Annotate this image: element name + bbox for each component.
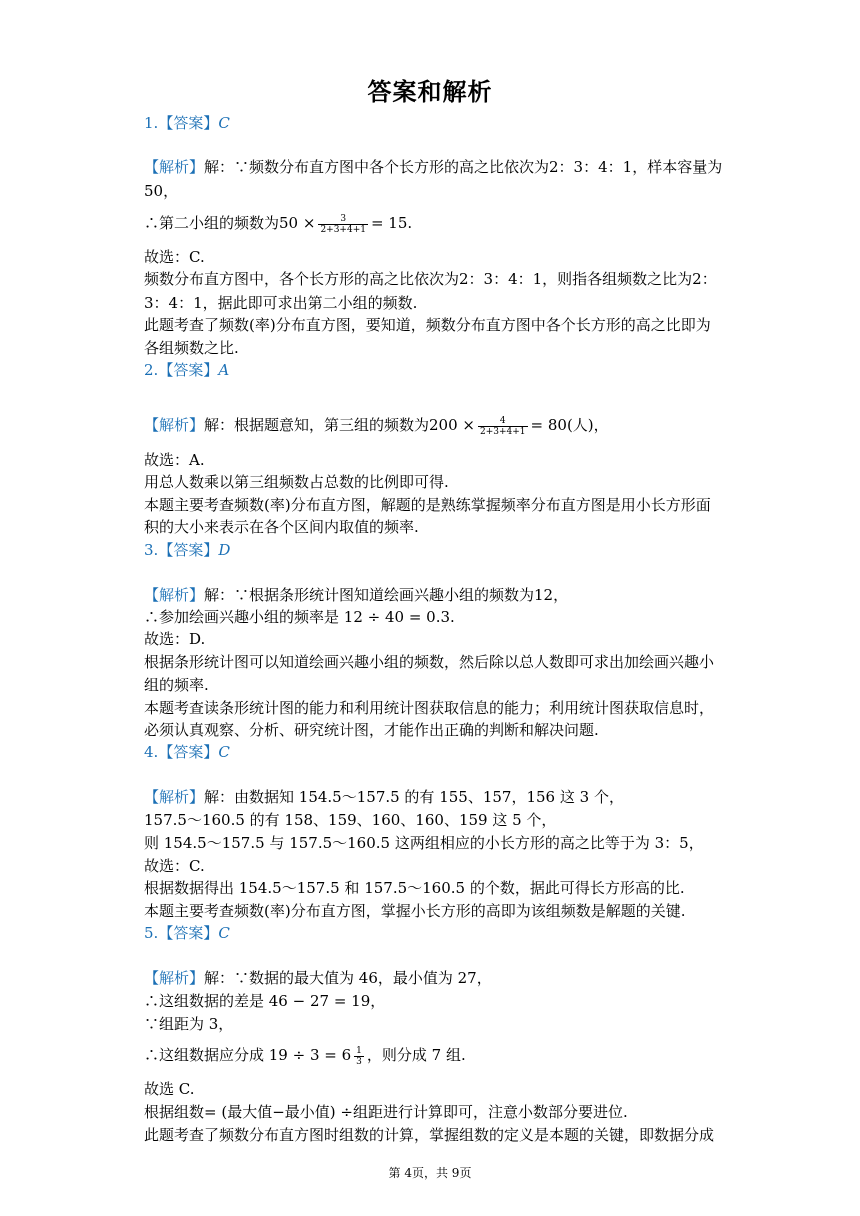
question-number: 1. xyxy=(144,114,159,132)
text-line: 故选：D. xyxy=(144,630,206,648)
page-title: 答案和解析 xyxy=(367,77,493,106)
text-line: 157.5～160.5 的有 158、159、160、160、159 这 5 个， xyxy=(144,811,557,829)
analysis-label: 【解析】 xyxy=(144,158,205,176)
text-line: 3：4：1，据此即可求出第二小组的频数. xyxy=(144,294,418,312)
analysis-line xyxy=(144,584,568,606)
text-line: ∴这组数据的差是 46 − 27 = 19， xyxy=(144,992,386,1010)
fraction-numerator: 4 xyxy=(499,415,506,426)
text-line: ∴参加绘画兴趣小组的频率是 12 ÷ 40 = 0.3. xyxy=(144,608,455,626)
answer-label: 【答案】 xyxy=(158,743,219,761)
text-line: 必须认真观察、分析、研究统计图，才能作出正确的判断和解决问题. xyxy=(144,721,599,739)
analysis-line xyxy=(144,414,609,437)
text-line: 积的大小来表示在各个区间内取值的频率. xyxy=(144,518,419,536)
formula-text: = 15. xyxy=(370,214,413,232)
text-line: 各组频数之比. xyxy=(144,339,239,357)
formula-text: ∴第二小组的频数为50 × xyxy=(144,214,316,232)
question-number: 5. xyxy=(144,924,159,942)
text-line: 故选：C. xyxy=(144,248,205,266)
text-line: 故选：C. xyxy=(144,857,205,875)
answer-value: A xyxy=(218,361,230,379)
fraction xyxy=(478,416,528,437)
answer-value: C xyxy=(218,114,230,132)
fraction xyxy=(318,214,368,235)
answer-line-1 xyxy=(144,112,230,134)
analysis-text: 解：根据题意知，第三组的频数为200 × xyxy=(204,416,475,434)
text-line: 用总人数乘以第三组频数占总数的比例即可得. xyxy=(144,473,449,491)
analysis-label: 【解析】 xyxy=(144,586,205,604)
analysis-line xyxy=(144,786,624,808)
answer-label: 【答案】 xyxy=(158,114,219,132)
page-footer: 第 4页，共 9页 xyxy=(388,1166,472,1180)
text-line: 组的频率. xyxy=(144,676,209,694)
analysis-label: 【解析】 xyxy=(144,969,205,987)
answer-value: D xyxy=(218,541,231,559)
analysis-line xyxy=(144,967,492,989)
answer-value: C xyxy=(218,924,230,942)
analysis-line xyxy=(144,156,722,178)
analysis-text: 解：由数据知 154.5～157.5 的有 155、157，156 这 3 个， xyxy=(204,788,624,806)
analysis-label: 【解析】 xyxy=(144,788,205,806)
answer-value: C xyxy=(218,743,230,761)
fraction-denominator: 2+3+4+1 xyxy=(479,426,526,437)
answer-line-4 xyxy=(144,741,230,763)
text-line: 此题考查了频数(率)分布直方图，要知道，频数分布直方图中各个长方形的高之比即为 xyxy=(144,316,711,334)
analysis-text: 解：∵数据的最大值为 46，最小值为 27， xyxy=(204,969,492,987)
text-line: ∵组距为 3， xyxy=(144,1015,234,1033)
answer-label: 【答案】 xyxy=(158,924,219,942)
question-number: 4. xyxy=(144,743,159,761)
analysis-label: 【解析】 xyxy=(144,416,205,434)
question-number: 3. xyxy=(144,541,159,559)
formula-text: ，则分成 7 组. xyxy=(366,1046,466,1064)
text-line: 50， xyxy=(144,182,179,200)
text-line: 本题主要考查频数(率)分布直方图，掌握小长方形的高即为该组频数是解题的关键. xyxy=(144,902,686,920)
fraction-denominator: 3 xyxy=(356,1056,362,1067)
formula-line xyxy=(144,1044,466,1067)
answer-line-2 xyxy=(144,359,229,381)
text-line: 根据数据得出 154.5～157.5 和 157.5～160.5 的个数，据此可得长方形高的比. xyxy=(144,879,685,897)
text-line: 频数分布直方图中，各个长方形的高之比依次为2：3：4：1，则指各组频数之比为2： xyxy=(144,270,717,288)
text-line: 本题考查读条形统计图的能力和利用统计图获取信息的能力；利用统计图获取信息时， xyxy=(144,699,715,717)
text-line: 则 154.5～157.5 与 157.5～160.5 这两组相应的小长方形的高之比等于为 3：5， xyxy=(144,834,704,852)
answer-line-5 xyxy=(144,922,230,944)
text-line: 故选 C. xyxy=(144,1080,195,1098)
formula-text: ∴这组数据应分成 19 ÷ 3 = 6 xyxy=(144,1046,352,1064)
answer-label: 【答案】 xyxy=(158,361,219,379)
text-line: 本题主要考查频数(率)分布直方图，解题的是熟练掌握频率分布直方图是用小长方形面 xyxy=(144,496,711,514)
fraction-numerator: 3 xyxy=(340,213,347,224)
text-line: 根据条形统计图可以知道绘画兴趣小组的频数，然后除以总人数即可求出加绘画兴趣小 xyxy=(144,653,715,671)
text-line: 此题考查了频数分布直方图时组数的计算，掌握组数的定义是本题的关键，即数据分成 xyxy=(144,1126,715,1144)
text-line: 故选：A. xyxy=(144,451,205,469)
answer-line-3 xyxy=(144,539,230,561)
fraction-numerator: 1 xyxy=(356,1045,362,1056)
analysis-text: = 80(人)， xyxy=(530,416,609,434)
analysis-text: 解：∵频数分布直方图中各个长方形的高之比依次为2：3：4：1，样本容量为 xyxy=(204,158,723,176)
question-number: 2. xyxy=(144,361,159,379)
answer-label: 【答案】 xyxy=(158,541,219,559)
text-line: 根据组数= (最大值−最小值) ÷组距进行计算即可，注意小数部分要进位. xyxy=(144,1103,628,1121)
formula-line xyxy=(144,212,412,235)
analysis-text: 解：∵根据条形统计图知道绘画兴趣小组的频数为12， xyxy=(204,586,569,604)
fraction xyxy=(354,1046,364,1067)
fraction-denominator: 2+3+4+1 xyxy=(320,224,366,235)
